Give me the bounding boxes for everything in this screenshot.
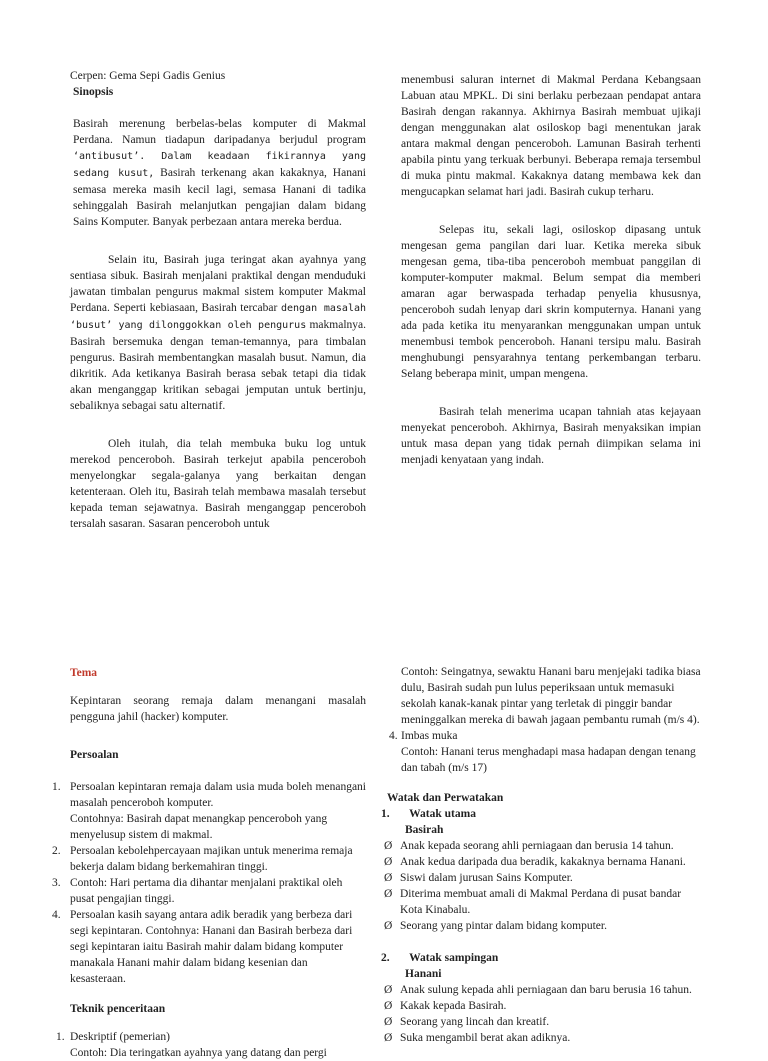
teknik-item: 1. Deskriptif (pemerian) Contoh: Dia teringatkan ayahnya yang datang dan pergi	[56, 1031, 327, 1059]
contoh-item-3: Contoh: Seingatnya, sewaktu Hanani baru menjejaki tadika biasa dulu, Basirah sudah pun lulus peperiksaan untuk memasuki sekolah kanak-kanak pintar yang terletak di pinggir bandar meninggalkan mereka di bawah jagaan pembantu rumah (m/s 4).	[401, 666, 701, 726]
sinopsis-p2-part-b: dengan masalah ‘busut’ yang dilonggokkan oleh pengurus	[70, 303, 367, 331]
list-item: Ø Anak sulung kepada ahli perniagaan dan baru berusia 16 tahun.	[384, 984, 692, 996]
hanani-traits	[384, 982, 701, 1046]
sinopsis-paragraph-5: Selepas itu, sekali lagi, osiloskop dipasang untuk mengesan gema pangilan dari luar. Ketika mereka sibuk mengesan gema, tiba-tiba penceroboh membuat panggilan di komputer-komputer makmal. Belum sempat dia memberi amaran agar berwaspada terhadap penyelia khususnya, penceroboh sudah lenyap dari skrin komputernya. Hanani yang ada pada ketika itu menyarankan menggunakan umpan untuk menembusi tembok penceroboh. Hanani tersipu malu. Basirah menghubungi pensyarahnya tentang perkembangan terbaru. Selang beberapa minit, umpan mengena.	[401, 224, 701, 380]
bottom-right-column	[381, 664, 701, 1046]
persoalan-heading: Persoalan	[70, 749, 119, 761]
sinopsis-paragraph-2	[70, 252, 366, 414]
tema-text: Kepintaran seorang remaja dalam menangani masalah pengguna jahil (hacker) komputer.	[70, 695, 366, 723]
bottom-left-column	[52, 665, 366, 1061]
basirah-traits	[384, 838, 701, 934]
sinopsis-paragraph-1	[70, 116, 366, 230]
bullet-icon: Ø	[384, 872, 393, 884]
bullet-icon: Ø	[384, 888, 393, 900]
teknik-heading: Teknik penceritaan	[70, 1003, 166, 1015]
bullet-icon: Ø	[384, 1032, 393, 1044]
bullet-icon: Ø	[384, 984, 393, 996]
imbas-muka-item: 4. Imbas muka Contoh: Hanani terus menghadapi masa hadapan dengan tenang dan tabah (m/s 17)	[389, 730, 696, 774]
list-item: 2. Persoalan kebolehpercayaan majikan untuk menerima remaja bekerja dalam bidang berkemahiran tinggi.	[52, 845, 353, 873]
sinopsis-heading: Sinopsis	[73, 86, 114, 98]
sinopsis-p1-part-c: Basirah terkenang akan kakaknya, Hanani semasa mereka masih kecil lagi, semasa Hanani di tadika sehinggalah Basirah melanjutkan pengajian dalam bidang Sains Komputer. Banyak perbezaan antara mereka berdua.	[73, 167, 367, 228]
list-item: Ø Diterima membuat amali di Makmal Perdana di pusat bandar Kota Kinabalu.	[384, 888, 682, 916]
list-item: 3. Contoh: Hari pertama dia dihantar menjalani praktikal oleh pusat pengajian tinggi.	[52, 877, 343, 905]
bullet-icon: Ø	[384, 1000, 393, 1012]
watak-sampingan-heading: 2. Watak sampingan	[381, 952, 499, 964]
list-item: Ø Suka mengambil berat akan adiknya.	[384, 1032, 571, 1044]
list-item: Ø Seorang yang pintar dalam bidang komputer.	[384, 920, 607, 932]
basirah-name: Basirah	[405, 824, 444, 836]
top-right-column	[401, 72, 701, 468]
bullet-icon: Ø	[384, 856, 393, 868]
watak-utama-heading: 1. Watak utama	[381, 808, 476, 820]
sinopsis-p2-part-c: makmalnya. Basirah bersemuka dengan teman-temannya, para timbalan pengurus. Basirah membentangkan masalah busut. Namun, dia dikritik. Ada ketikanya Basirah berasa sebak tetapi dia tidak akan menganggap kritikan sebagai jemputan untuk bertinju, sebaliknya sebagai satu alternatif.	[70, 319, 366, 412]
hanani-name: Hanani	[405, 968, 442, 980]
list-item: Ø Seorang yang lincah dan kreatif.	[384, 1016, 550, 1028]
bullet-icon: Ø	[384, 920, 393, 932]
list-item: Ø Siswi dalam jurusan Sains Komputer.	[384, 872, 573, 884]
sinopsis-p2-part-a: Selain itu, Basirah juga teringat akan ayahnya yang sentiasa sibuk. Basirah menjalani praktikal dengan menduduki jawatan timbalan pengurus makmal sistem komputer Makmal Perdana. Seperti kebiasaan, Basirah tercabar	[70, 254, 366, 314]
tema-heading: Tema	[70, 667, 98, 679]
bullet-icon: Ø	[384, 840, 393, 852]
document-title: Cerpen: Gema Sepi Gadis Genius	[70, 70, 226, 82]
sinopsis-paragraph-3: Oleh itulah, dia telah membuka buku log untuk merekod penceroboh. Basirah terkejut apabila penceroboh menyelongkar segala-galanya yang berkaitan dengan ketenteraan. Oleh itu, Basirah telah membawa masalah tersebut kepada teman sejawatnya. Basirah menganggap penceroboh tersalah sasaran. Sasaran penceroboh untuk	[70, 438, 366, 530]
list-item: Ø Kakak kepada Basirah.	[384, 1000, 507, 1012]
sinopsis-paragraph-6: Basirah telah menerima ucapan tahniah atas kejayaan menyekat penceroboh. Akhirnya, Basirah menyaksikan impian untuk masa depan yang tidak pernah diimpikan selama ini menjadi kenyataan yang indah.	[401, 406, 701, 466]
sinopsis-p1-part-b: ‘antibusut’. Dalam keadaan fikirannya yang sedang kusut,	[73, 151, 366, 179]
list-item: 4. Persoalan kasih sayang antara adik beradik yang berbeza dari segi kepintaran. Contohnya: Hanani dan Basirah berbeza dari segi kepintaran iaitu Basirah mahir dalam bidang komputer manakala Hanani mahir dalam bidang kesenian dan kesasteraan.	[52, 909, 353, 985]
sinopsis-paragraph-4: menembusi saluran internet di Makmal Perdana Kebangsaan Labuan atau MPKL. Di sini berlaku perbezaan pendapat antara Basirah dengan rakannya. Akhirnya Basirah membuat ujikaji dengan menggunakan alat osiloskop bagi menentukan jarak antara makmal dengan penceroboh. Lamunan Basirah terhenti apabila pintu yang terkuak berbunyi. Beberapa remaja tersembul di muka pintu makmal. Kakaknya datang membawa kek dan mengucapkan selamat hari jadi. Basirah cukup terharu.	[401, 74, 701, 198]
persoalan-list	[52, 779, 366, 987]
sinopsis-p1-part-a: Basirah merenung berbelas-belas komputer di Makmal Perdana. Namun tiadapun daripadanya berjudul program	[73, 118, 366, 146]
list-item: Ø Anak kedua daripada dua beradik, kakaknya bernama Hanani.	[384, 856, 686, 868]
list-item: Ø Anak kepada seorang ahli perniagaan dan berusia 14 tahun.	[384, 840, 674, 852]
top-left-column	[70, 68, 366, 532]
bullet-icon: Ø	[384, 1016, 393, 1028]
list-item: 1. Persoalan kepintaran remaja dalam usia muda boleh menangani masalah penceroboh komputer. Contohnya: Basirah dapat menangkap penceroboh yang menyelusup sistem di makmal.	[52, 781, 366, 841]
watak-heading: Watak dan Perwatakan	[387, 792, 504, 804]
